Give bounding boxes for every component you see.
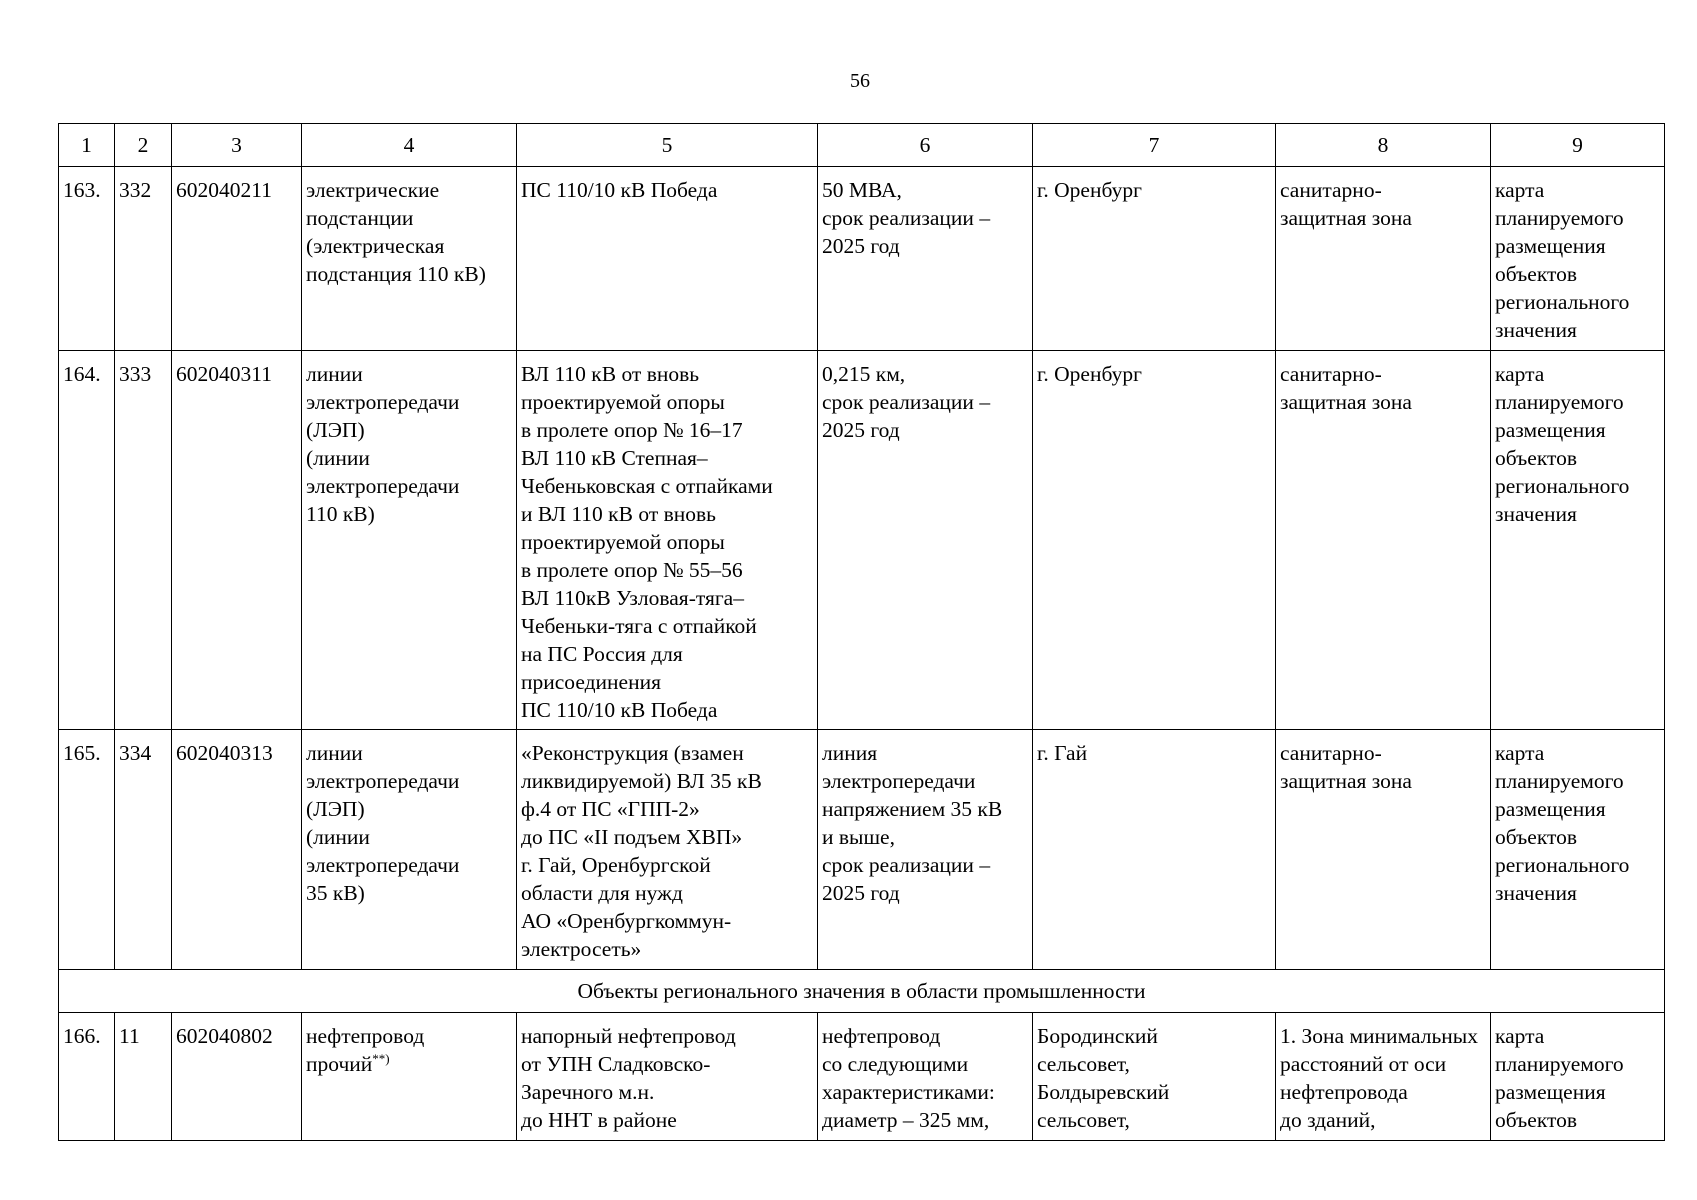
object-type-cell: линии электропередачи (ЛЭП) (линии электропередачи 35 кВ) <box>302 730 517 970</box>
table-row <box>59 351 1665 730</box>
number-cell: 333 <box>115 351 172 730</box>
row-number-cell: 166. <box>59 1013 115 1141</box>
row-number-cell: 165. <box>59 730 115 970</box>
code-cell: 602040802 <box>172 1013 302 1141</box>
characteristics-cell: 50 МВА, срок реализации – 2025 год <box>818 167 1033 351</box>
object-type-cell <box>302 1013 517 1141</box>
location-cell: Бородинский сельсовет, Болдыревский сельсовет, <box>1033 1013 1276 1141</box>
location-cell: г. Оренбург <box>1033 167 1276 351</box>
footnote-mark: **) <box>372 1050 390 1066</box>
table-header-row <box>59 124 1665 167</box>
code-cell: 602040311 <box>172 351 302 730</box>
number-cell: 11 <box>115 1013 172 1141</box>
column-header: 3 <box>172 124 302 167</box>
object-name-cell: «Реконструкция (взамен ликвидируемой) ВЛ 35 кВ ф.4 от ПС «ГПП-2» до ПС «II подъем ХВП» г. Гай, Оренбургской области для нужд АО «Оренбургкоммун- электросеть» <box>517 730 818 970</box>
objects-table <box>58 123 1665 1141</box>
map-cell: карта планируемого размещения объектов регионального значения <box>1491 167 1665 351</box>
zone-cell: санитарно- защитная зона <box>1276 351 1491 730</box>
characteristics-cell: линия электропередачи напряжением 35 кВ и выше, срок реализации – 2025 год <box>818 730 1033 970</box>
code-cell: 602040211 <box>172 167 302 351</box>
map-cell: карта планируемого размещения объектов регионального значения <box>1491 351 1665 730</box>
characteristics-cell: нефтепровод со следующими характеристиками: диаметр – 325 мм, <box>818 1013 1033 1141</box>
location-cell: г. Гай <box>1033 730 1276 970</box>
column-header: 2 <box>115 124 172 167</box>
object-name-cell: ВЛ 110 кВ от вновь проектируемой опоры в пролете опор № 16–17 ВЛ 110 кВ Степная– Чебеньковская с отпайками и ВЛ 110 кВ от вновь проектируемой опоры в пролете опор № 55–56 ВЛ 110кВ Узловая-тяга– Чебеньки-тяга с отпайкой на ПС Россия для присоединения ПС 110/10 кВ Победа <box>517 351 818 730</box>
code-cell: 602040313 <box>172 730 302 970</box>
section-title-row <box>59 970 1665 1013</box>
object-type-text: нефтепровод прочий <box>306 1024 425 1076</box>
zone-cell: санитарно- защитная зона <box>1276 167 1491 351</box>
number-cell: 332 <box>115 167 172 351</box>
column-header: 6 <box>818 124 1033 167</box>
location-cell: г. Оренбург <box>1033 351 1276 730</box>
column-header: 5 <box>517 124 818 167</box>
object-name-cell: ПС 110/10 кВ Победа <box>517 167 818 351</box>
column-header: 4 <box>302 124 517 167</box>
page-number: 56 <box>850 70 870 92</box>
column-header: 1 <box>59 124 115 167</box>
column-header: 7 <box>1033 124 1276 167</box>
table-row <box>59 167 1665 351</box>
column-header: 8 <box>1276 124 1491 167</box>
object-name-cell: напорный нефтепровод от УПН Сладковско- Заречного м.н. до ННТ в районе <box>517 1013 818 1141</box>
object-type-cell: электрические подстанции (электрическая подстанция 110 кВ) <box>302 167 517 351</box>
map-cell: карта планируемого размещения объектов <box>1491 1013 1665 1141</box>
zone-cell: 1. Зона минимальных расстояний от оси нефтепровода до зданий, <box>1276 1013 1491 1141</box>
section-title: Объекты регионального значения в области промышленности <box>59 970 1665 1013</box>
number-cell: 334 <box>115 730 172 970</box>
table-row <box>59 1013 1665 1141</box>
table-row <box>59 730 1665 970</box>
row-number-cell: 163. <box>59 167 115 351</box>
map-cell: карта планируемого размещения объектов регионального значения <box>1491 730 1665 970</box>
row-number-cell: 164. <box>59 351 115 730</box>
zone-cell: санитарно- защитная зона <box>1276 730 1491 970</box>
column-header: 9 <box>1491 124 1665 167</box>
characteristics-cell: 0,215 км, срок реализации – 2025 год <box>818 351 1033 730</box>
object-type-cell: линии электропередачи (ЛЭП) (линии электропередачи 110 кВ) <box>302 351 517 730</box>
